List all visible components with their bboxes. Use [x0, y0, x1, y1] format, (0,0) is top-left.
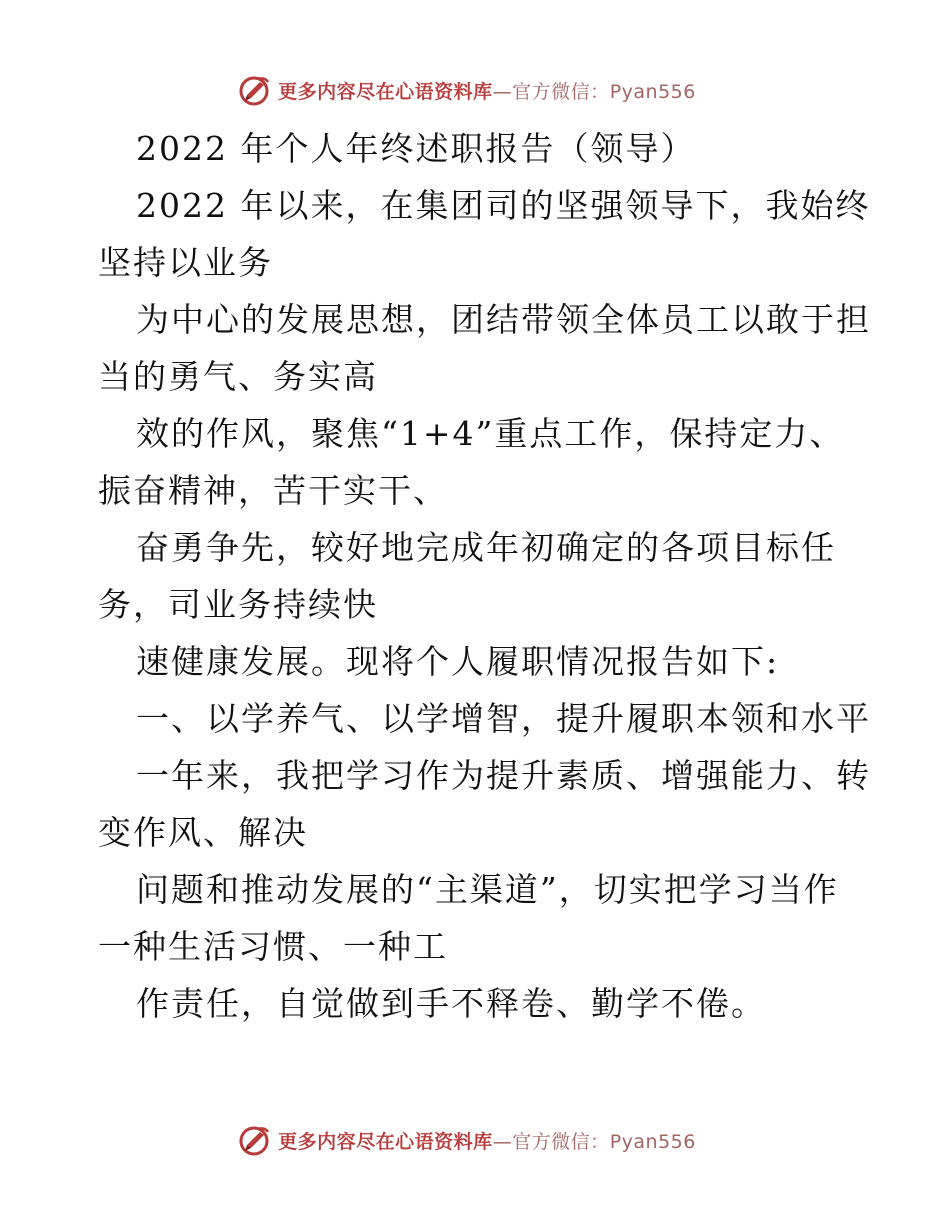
document-line: 一年来，我把学习作为提升素质、增强能力、转: [136, 756, 871, 795]
document-line: 问题和推动发展的“主渠道”，切实把学习当作: [136, 870, 839, 909]
document-line: 变作风、解决: [98, 813, 308, 852]
header-watermark-wechat-id: Pyan556: [609, 80, 696, 103]
document-line: 振奋精神，苦干实干、: [98, 471, 448, 510]
document-line: 务，司业务持续快: [98, 585, 378, 624]
document-line: 2022 年以来，在集团司的坚强领导下，我始终: [136, 186, 871, 225]
document-line: 速健康发展。现将个人履职情况报告如下:: [136, 642, 780, 681]
document-line: 坚持以业务: [98, 243, 273, 282]
header-watermark-site: 更多内容尽在心语资料库: [278, 80, 493, 103]
pen-swirl-logo-icon: [238, 1123, 272, 1157]
footer-watermark: [0, 1120, 950, 1160]
document-line: 效的作风，聚焦“1+4”重点工作，保持定力、: [136, 414, 845, 453]
header-watermark-inner: [238, 73, 696, 107]
header-watermark-separator: —: [492, 80, 513, 103]
header-watermark-official: 官方微信：: [512, 80, 610, 103]
document-line: 奋勇争先，较好地完成年初确定的各项目标任: [136, 528, 836, 567]
document-title: 2022 年个人年终述职报告（领导）: [136, 129, 696, 168]
footer-watermark-site: 更多内容尽在心语资料库: [278, 1130, 493, 1153]
header-watermark: [0, 70, 950, 110]
document-line: 一种生活习惯、一种工: [98, 927, 448, 966]
section-heading: 一、以学养气、以学增智，提升履职本领和水平: [136, 699, 871, 738]
header-watermark-text: [278, 77, 696, 104]
document-line: 当的勇气、务实高: [98, 357, 378, 396]
footer-watermark-inner: [238, 1123, 696, 1157]
footer-watermark-separator: —: [492, 1130, 513, 1153]
footer-watermark-wechat-id: Pyan556: [609, 1130, 696, 1153]
document-body: [98, 120, 871, 1032]
footer-watermark-text: [278, 1127, 696, 1154]
footer-watermark-official: 官方微信：: [512, 1130, 610, 1153]
document-line: 为中心的发展思想，团结带领全体员工以敢于担: [136, 300, 871, 339]
pen-swirl-logo-icon: [238, 73, 272, 107]
document-line: 作责任，自觉做到手不释卷、勤学不倦。: [136, 984, 766, 1023]
